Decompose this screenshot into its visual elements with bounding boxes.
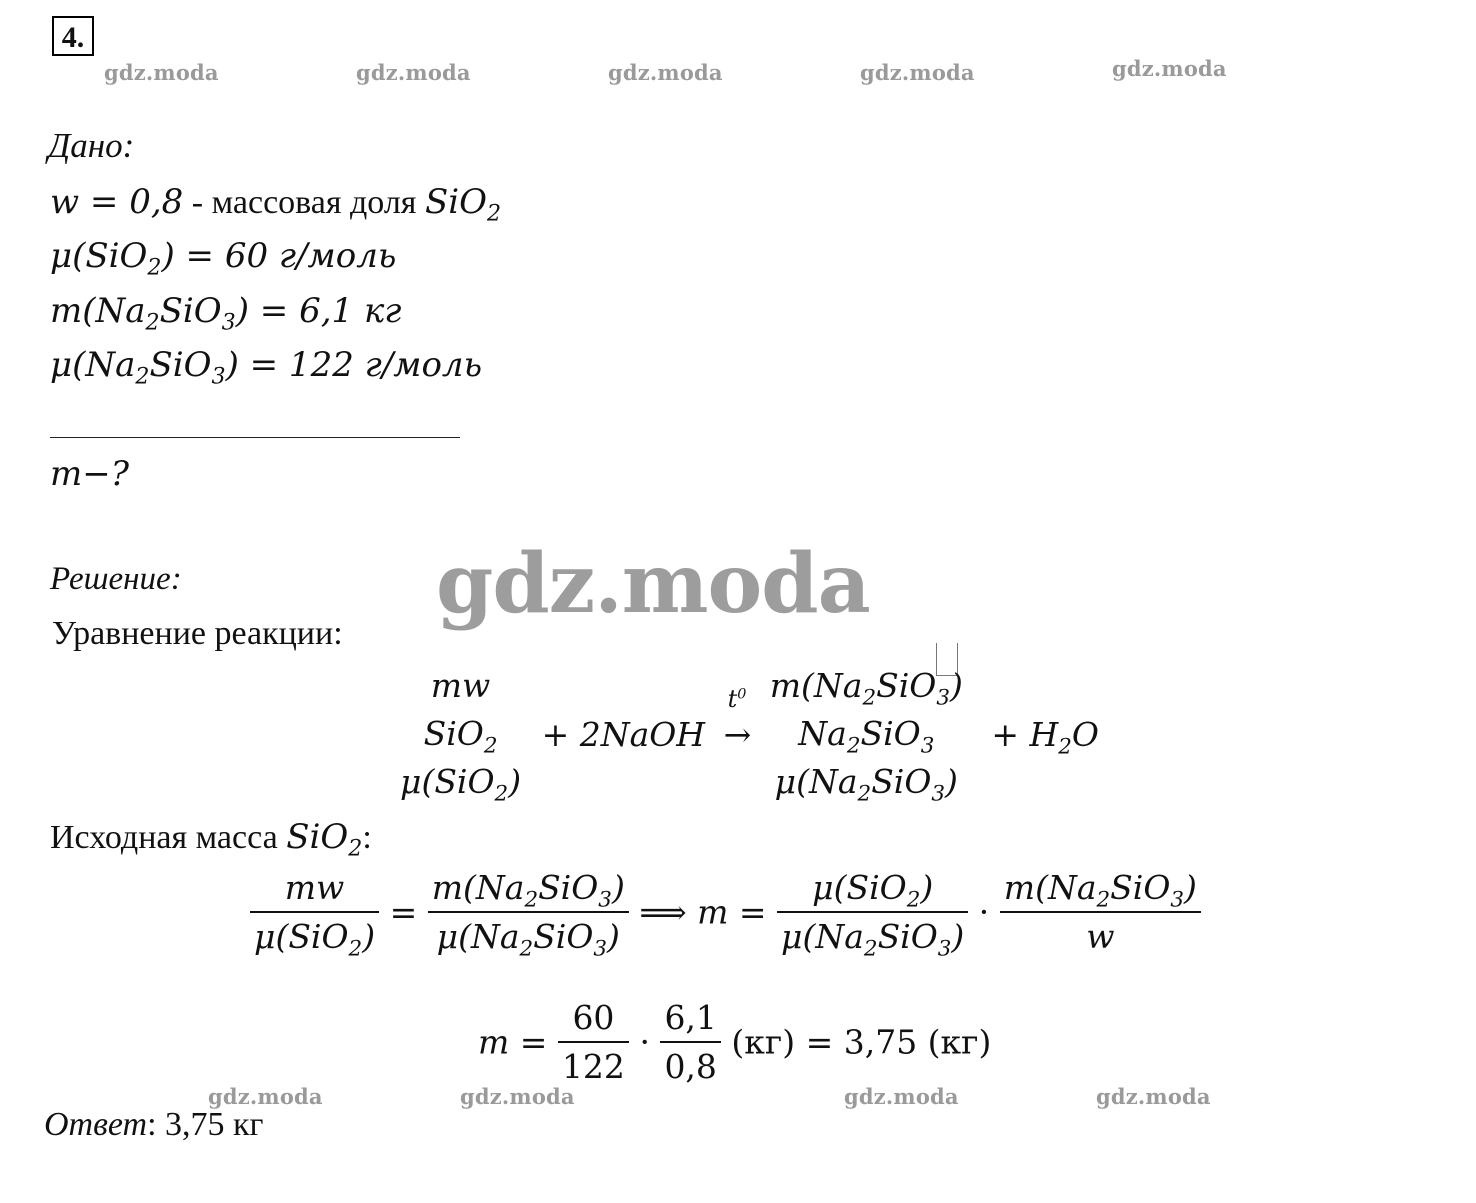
reactant-stack: mw SiO$_2$ μ(SiO$_2$) bbox=[400, 666, 522, 807]
reaction-arrow: $t^0$ → bbox=[723, 684, 752, 754]
watermark: gdz.moda bbox=[608, 60, 723, 85]
fraction-60-122: $\frac{60}{122}$ bbox=[558, 998, 629, 1086]
given-molar-mass-na2sio3: $\mu(Na_2SiO_3) = 122$ г/моль bbox=[50, 345, 483, 390]
reaction-condition: $t^0$ bbox=[727, 684, 747, 713]
fraction-m-over-w: $\frac{m(Na_2SiO_3)}{w}$ bbox=[1000, 868, 1201, 956]
solution-heading: Решение: bbox=[50, 561, 182, 597]
w-compound: SiO$_2$ bbox=[424, 182, 502, 227]
watermark: gdz.moda bbox=[1112, 56, 1227, 81]
fraction-61-08: $\frac{6,1}{0,8}$ bbox=[660, 998, 720, 1086]
watermark-large: gdz.moda bbox=[436, 536, 870, 632]
watermark: gdz.moda bbox=[356, 60, 471, 85]
watermark: gdz.moda bbox=[860, 60, 975, 85]
w-description: - массовая доля bbox=[183, 184, 425, 221]
find-quantity: m−? bbox=[50, 454, 129, 494]
problem-number: 4. bbox=[52, 16, 94, 56]
initial-mass-label: Исходная масса SiO$_2$: bbox=[50, 817, 372, 862]
watermark: gdz.moda bbox=[208, 1084, 323, 1109]
answer-label: Ответ bbox=[44, 1106, 148, 1143]
given-mass-fraction bbox=[50, 182, 502, 227]
watermark: gdz.moda bbox=[1096, 1084, 1211, 1109]
reaction-equation bbox=[400, 662, 1099, 806]
equation-title: Уравнение реакции: bbox=[52, 615, 343, 652]
answer bbox=[44, 1106, 263, 1144]
given-mass-na2sio3: $m(Na_2SiO_3) = 6,1$ кг bbox=[50, 291, 402, 336]
given-divider bbox=[50, 437, 460, 438]
watermark: gdz.moda bbox=[104, 60, 219, 85]
numeric-result: m = $\frac{60}{122}$ · $\frac{6,1}{0,8}$ (кг) = 3,75 (кг) bbox=[478, 998, 992, 1086]
watermark: gdz.moda bbox=[844, 1084, 959, 1109]
answer-value: : 3,75 кг bbox=[147, 1106, 264, 1143]
w-value: w = 0,8 bbox=[50, 182, 184, 222]
naoh-term: + 2NaOH bbox=[541, 714, 706, 754]
water-term: + $H_2O$ bbox=[991, 714, 1099, 759]
given-molar-mass-sio2: μ(SiO$_2$) = 60 г/моль bbox=[50, 236, 397, 281]
proportion-formula: $\frac{mw}{\mu(SiO_2)}$ = $\frac{m(Na_2SiO_3)}{\mu(Na_2SiO_3)}$ ⟹ m = $\frac{\mu(SiO_2)}{\mu(Na_2SiO_3)}$ · $\frac{m(Na_2SiO_3)}{w}$ bbox=[250, 868, 1201, 956]
fraction-m-mu-na: $\frac{m(Na_2SiO_3)}{\mu(Na_2SiO_3)}$ bbox=[428, 868, 629, 956]
fraction-mw-mu: $\frac{mw}{\mu(SiO_2)}$ bbox=[250, 868, 379, 956]
given-heading: Дано: bbox=[48, 126, 135, 165]
fraction-mu-ratio: $\frac{\mu(SiO_2)}{\mu(Na_2SiO_3)}$ bbox=[777, 868, 968, 956]
product-stack: $m(Na_2SiO_3)$ $Na_2SiO_3$ $\mu(Na_2SiO_3)$ bbox=[769, 666, 963, 807]
watermark: gdz.moda bbox=[460, 1084, 575, 1109]
